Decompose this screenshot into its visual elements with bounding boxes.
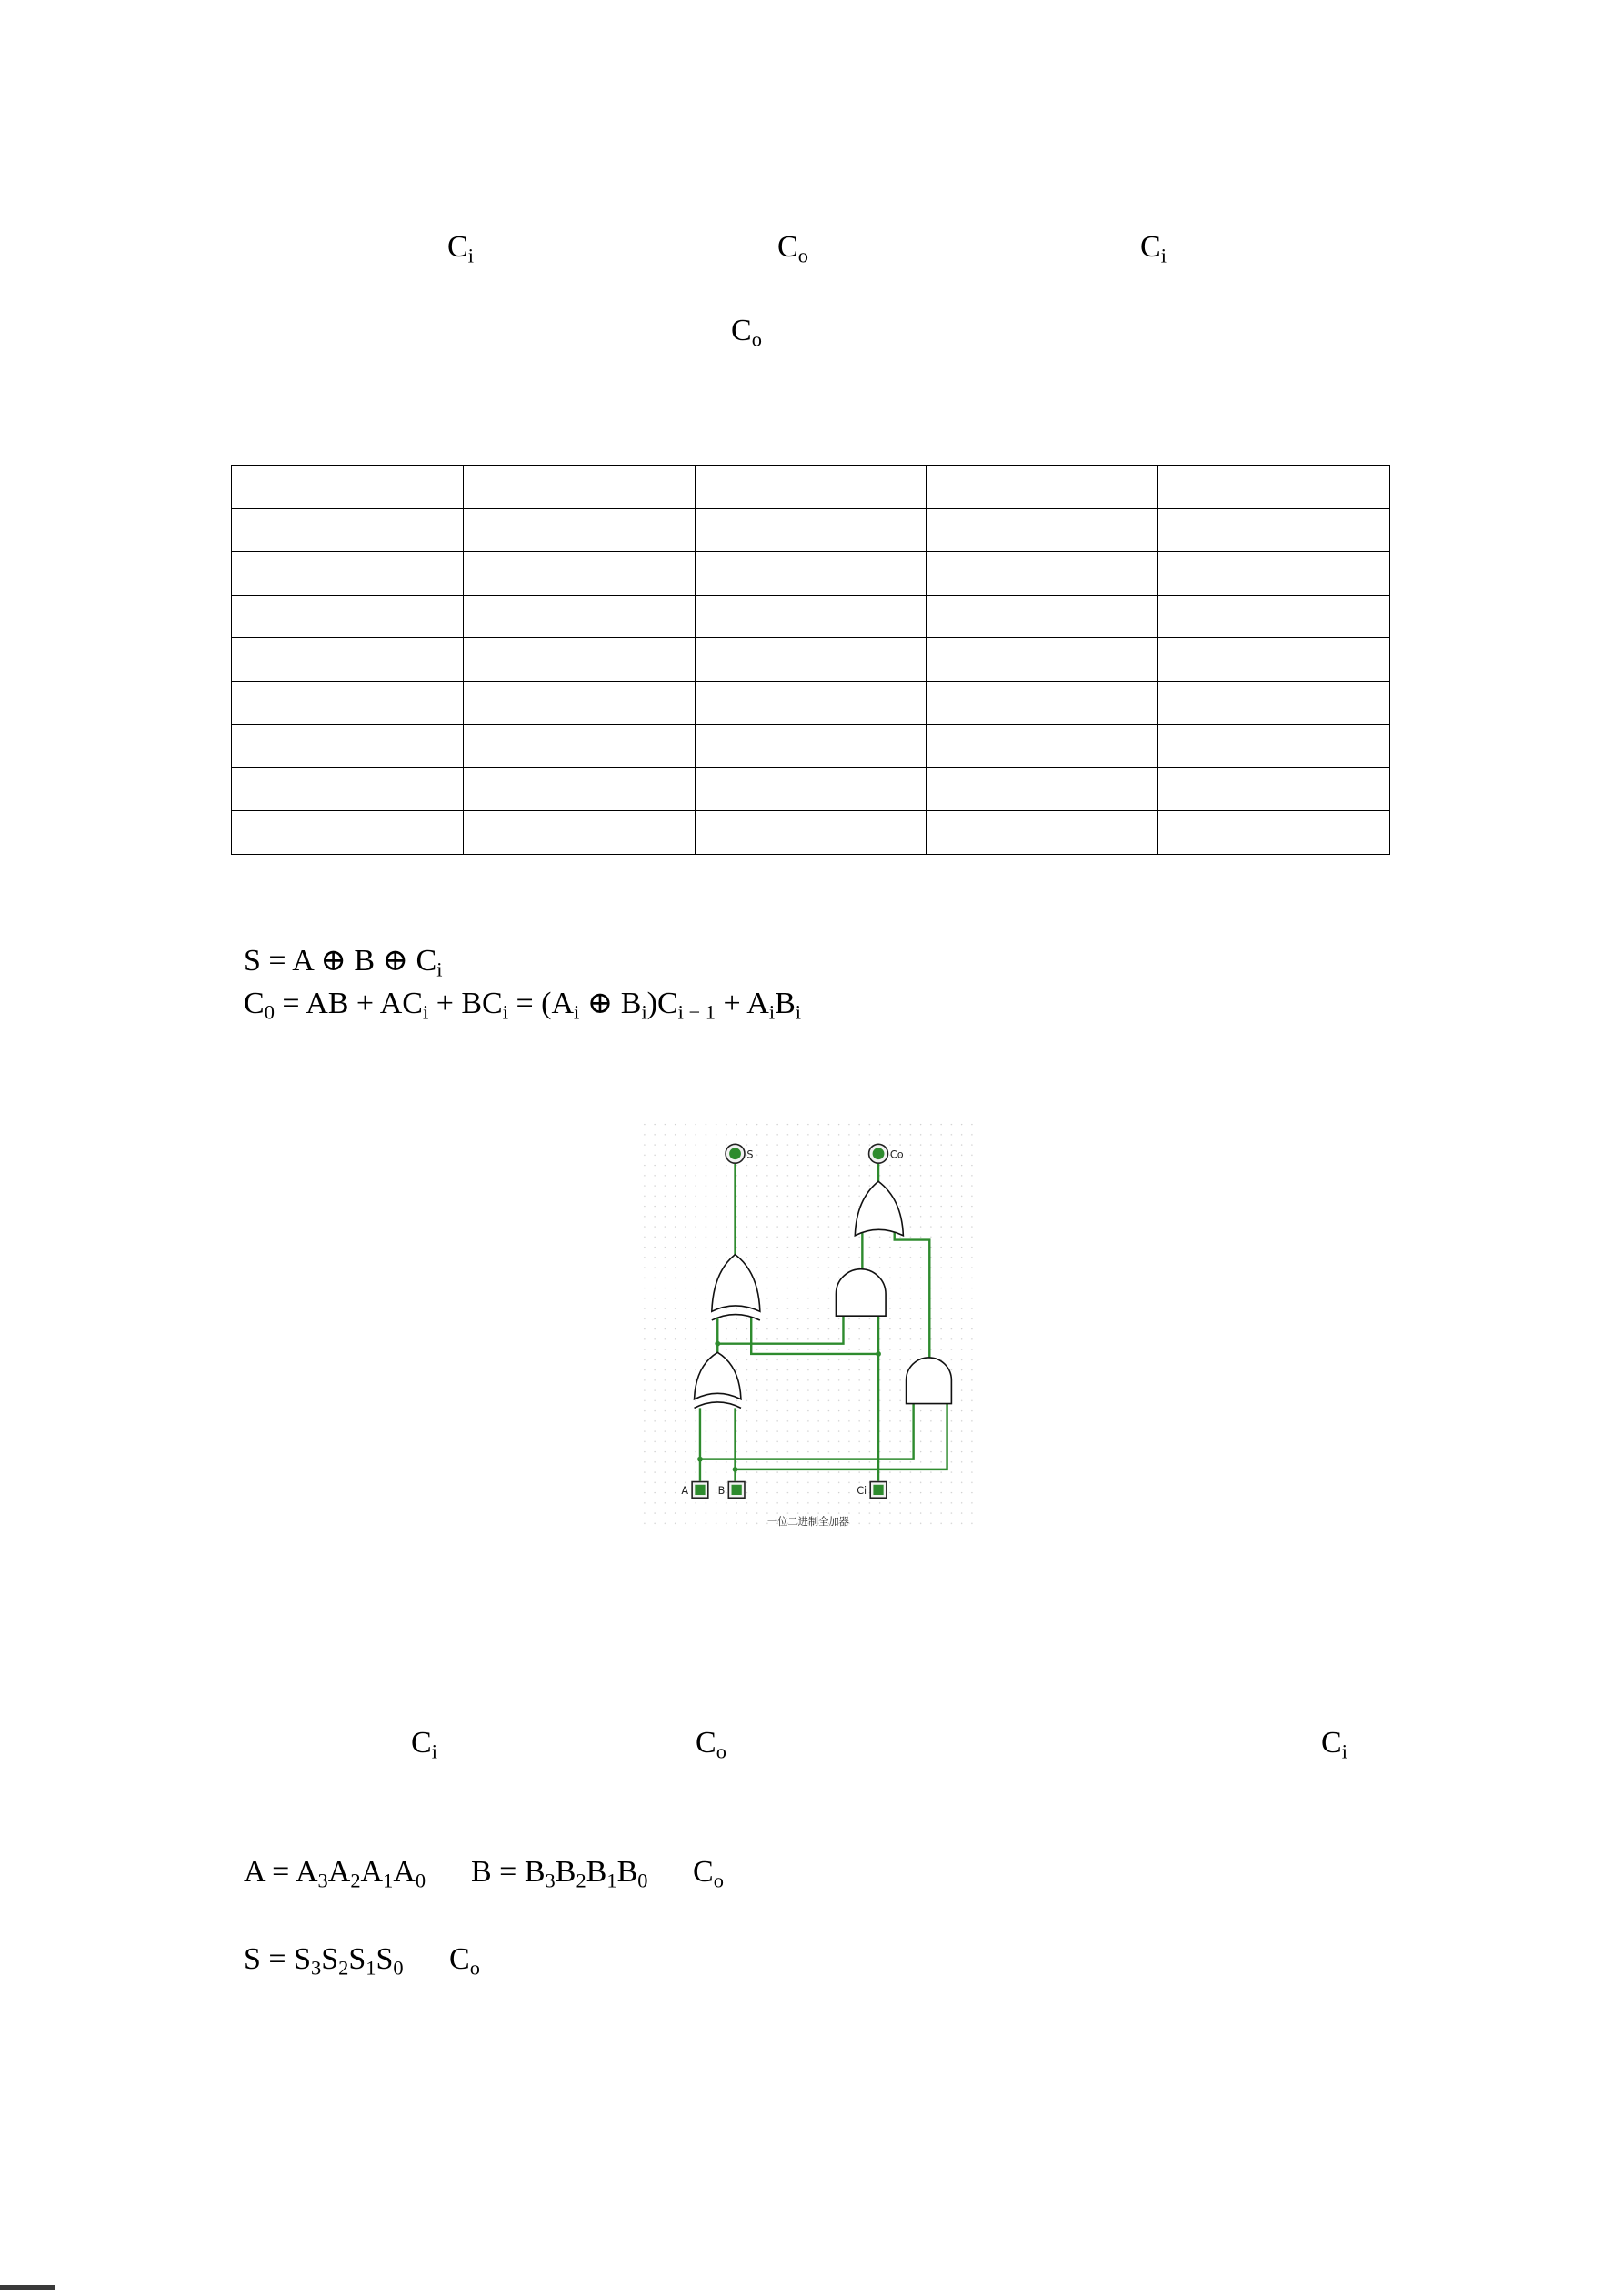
- formula-text: C: [731, 314, 752, 347]
- table-cell: [927, 595, 1158, 638]
- formula-subscript: 2: [350, 1869, 361, 1892]
- table-cell: [695, 552, 927, 596]
- formula-text: S: [321, 1942, 339, 1976]
- table-cell: [232, 638, 464, 682]
- and-gate-generate: [907, 1358, 952, 1404]
- table-cell: [232, 811, 464, 855]
- table-row: [232, 466, 1390, 509]
- formula-text: C: [449, 1942, 470, 1976]
- table-row: [232, 811, 1390, 855]
- table-cell: [927, 767, 1158, 811]
- formula-text: + A: [716, 987, 769, 1020]
- formula-subscript: i: [574, 1000, 580, 1024]
- formula-text: + BC: [428, 987, 503, 1020]
- formula-subscript: i: [431, 1740, 437, 1763]
- table-cell: [927, 725, 1158, 768]
- operand-carry-symbol: [693, 1855, 724, 1892]
- formula-text: C: [447, 230, 468, 264]
- table-cell: [1158, 681, 1390, 725]
- formula-subscript: i: [1341, 1740, 1347, 1763]
- formula-text: S = S: [244, 1942, 311, 1976]
- and-gate-propagate: [836, 1269, 886, 1316]
- table-cell: [463, 681, 695, 725]
- inline-symbol-co: [696, 1726, 726, 1763]
- table-cell: [695, 595, 927, 638]
- table-cell: [1158, 508, 1390, 552]
- inline-symbol-ci: [411, 1726, 437, 1763]
- formula-subscript: i: [641, 1000, 647, 1024]
- table-cell: [1158, 466, 1390, 509]
- operand-b-formula: [471, 1855, 648, 1892]
- junction-dot: [697, 1457, 703, 1462]
- formula-text: C: [244, 987, 265, 1020]
- formula-subscript: o: [716, 1740, 726, 1763]
- table-row: [232, 595, 1390, 638]
- inline-symbol-ci: [447, 230, 474, 267]
- table-row: [232, 725, 1390, 768]
- formula-subscript: 2: [338, 1956, 349, 1980]
- junction-dot: [733, 1467, 738, 1472]
- formula-subscript: 0: [415, 1869, 426, 1892]
- formula-subscript: 1: [383, 1869, 394, 1892]
- junction-dot: [715, 1341, 720, 1347]
- formula-text: A: [393, 1855, 416, 1889]
- formula-text: B: [586, 1855, 607, 1889]
- formula-text: C: [693, 1855, 714, 1889]
- carry-formula: [244, 987, 802, 1024]
- table-cell: [1158, 767, 1390, 811]
- input-ci-label: Ci: [857, 1485, 867, 1498]
- input-pin-b: [718, 1482, 745, 1499]
- formula-text: C: [411, 1726, 432, 1760]
- formula-subscript: o: [713, 1869, 724, 1892]
- formula-text: )C: [646, 987, 678, 1020]
- formula-subscript: 0: [264, 1000, 275, 1024]
- formula-subscript: i: [1160, 244, 1167, 267]
- table-cell: [1158, 725, 1390, 768]
- table-cell: [463, 767, 695, 811]
- formula-text: B: [616, 1855, 638, 1889]
- table-cell: [232, 681, 464, 725]
- table-cell: [463, 552, 695, 596]
- sum-formula: [244, 944, 443, 981]
- formula-subscript: 3: [311, 1956, 322, 1980]
- table-cell: [232, 508, 464, 552]
- operand-a-formula: [244, 1855, 426, 1892]
- formula-subscript: i − 1: [677, 1000, 716, 1024]
- table-cell: [232, 725, 464, 768]
- table-cell: [927, 681, 1158, 725]
- formula-text: ⊕ B: [579, 987, 642, 1020]
- table-cell: [232, 595, 464, 638]
- table-cell: [463, 466, 695, 509]
- formula-subscript: 3: [317, 1869, 328, 1892]
- result-s-formula: [244, 1942, 404, 1980]
- inline-symbol-co: [731, 314, 762, 351]
- formula-subscript: o: [751, 327, 762, 351]
- circuit-caption: 一位二进制全加器: [766, 1515, 849, 1528]
- formula-subscript: 0: [637, 1869, 648, 1892]
- formula-text: B: [775, 987, 796, 1020]
- formula-subscript: 3: [545, 1869, 556, 1892]
- table-cell: [232, 552, 464, 596]
- table-cell: [927, 552, 1158, 596]
- formula-text: C: [1140, 230, 1161, 264]
- input-pin-ci: [857, 1482, 887, 1499]
- table-cell: [695, 466, 927, 509]
- table-cell: [927, 508, 1158, 552]
- formula-subscript: o: [797, 244, 808, 267]
- table-cell: [695, 638, 927, 682]
- formula-subscript: 1: [366, 1956, 376, 1980]
- table-row: [232, 508, 1390, 552]
- table-cell: [1158, 811, 1390, 855]
- formula-text: A: [327, 1855, 351, 1889]
- formula-text: S = A ⊕ B ⊕ C: [244, 944, 437, 978]
- formula-text: B = B: [471, 1855, 546, 1889]
- formula-subscript: 0: [393, 1956, 404, 1980]
- table-cell: [695, 767, 927, 811]
- formula-text: = AB + AC: [274, 987, 423, 1020]
- table-cell: [927, 811, 1158, 855]
- formula-subscript: i: [502, 1000, 508, 1024]
- input-b-label: B: [717, 1485, 726, 1498]
- formula-text: B: [555, 1855, 576, 1889]
- formula-subscript: o: [469, 1956, 480, 1980]
- table-cell: [463, 811, 695, 855]
- table-row: [232, 767, 1390, 811]
- input-pin-a: [681, 1482, 707, 1499]
- formula-subscript: 2: [576, 1869, 586, 1892]
- formula-subscript: i: [795, 1000, 802, 1024]
- formula-text: C: [696, 1726, 716, 1760]
- table-cell: [232, 466, 464, 509]
- table-cell: [927, 466, 1158, 509]
- result-carry-symbol: [449, 1942, 480, 1980]
- table-cell: [927, 638, 1158, 682]
- table-cell: [463, 595, 695, 638]
- formula-text: A: [360, 1855, 384, 1889]
- table-cell: [1158, 552, 1390, 596]
- inline-symbol-ci: [1140, 230, 1167, 267]
- inline-symbol-co: [777, 230, 808, 267]
- table-cell: [695, 681, 927, 725]
- table-row: [232, 552, 1390, 596]
- formula-subscript: i: [436, 958, 443, 981]
- junction-dot: [876, 1351, 881, 1357]
- sum-output-label: S: [746, 1148, 754, 1161]
- formula-text: A = A: [244, 1855, 318, 1889]
- input-a-label: A: [681, 1485, 689, 1498]
- formula-text: S: [376, 1942, 394, 1976]
- table-cell: [695, 725, 927, 768]
- table-cell: [463, 638, 695, 682]
- table-cell: [1158, 638, 1390, 682]
- table-row: [232, 681, 1390, 725]
- carry-output-label: Co: [889, 1148, 904, 1161]
- table-cell: [463, 508, 695, 552]
- table-row: [232, 638, 1390, 682]
- inline-symbol-ci: [1321, 1726, 1347, 1763]
- formula-text: C: [1321, 1726, 1342, 1760]
- formula-subscript: 1: [606, 1869, 617, 1892]
- formula-subscript: i: [768, 1000, 776, 1024]
- truth-table: [231, 465, 1390, 855]
- grid-background: [643, 1123, 976, 1532]
- formula-text: C: [777, 230, 798, 264]
- formula-subscript: i: [422, 1000, 429, 1024]
- formula-text: = (A: [507, 987, 575, 1020]
- page-edge-mark: [0, 2285, 55, 2290]
- formula-subscript: i: [467, 244, 474, 267]
- full-adder-circuit-diagram: [643, 1123, 977, 1532]
- table-cell: [232, 767, 464, 811]
- table-cell: [695, 811, 927, 855]
- table-cell: [1158, 595, 1390, 638]
- formula-text: S: [348, 1942, 366, 1976]
- table-cell: [463, 725, 695, 768]
- table-cell: [695, 508, 927, 552]
